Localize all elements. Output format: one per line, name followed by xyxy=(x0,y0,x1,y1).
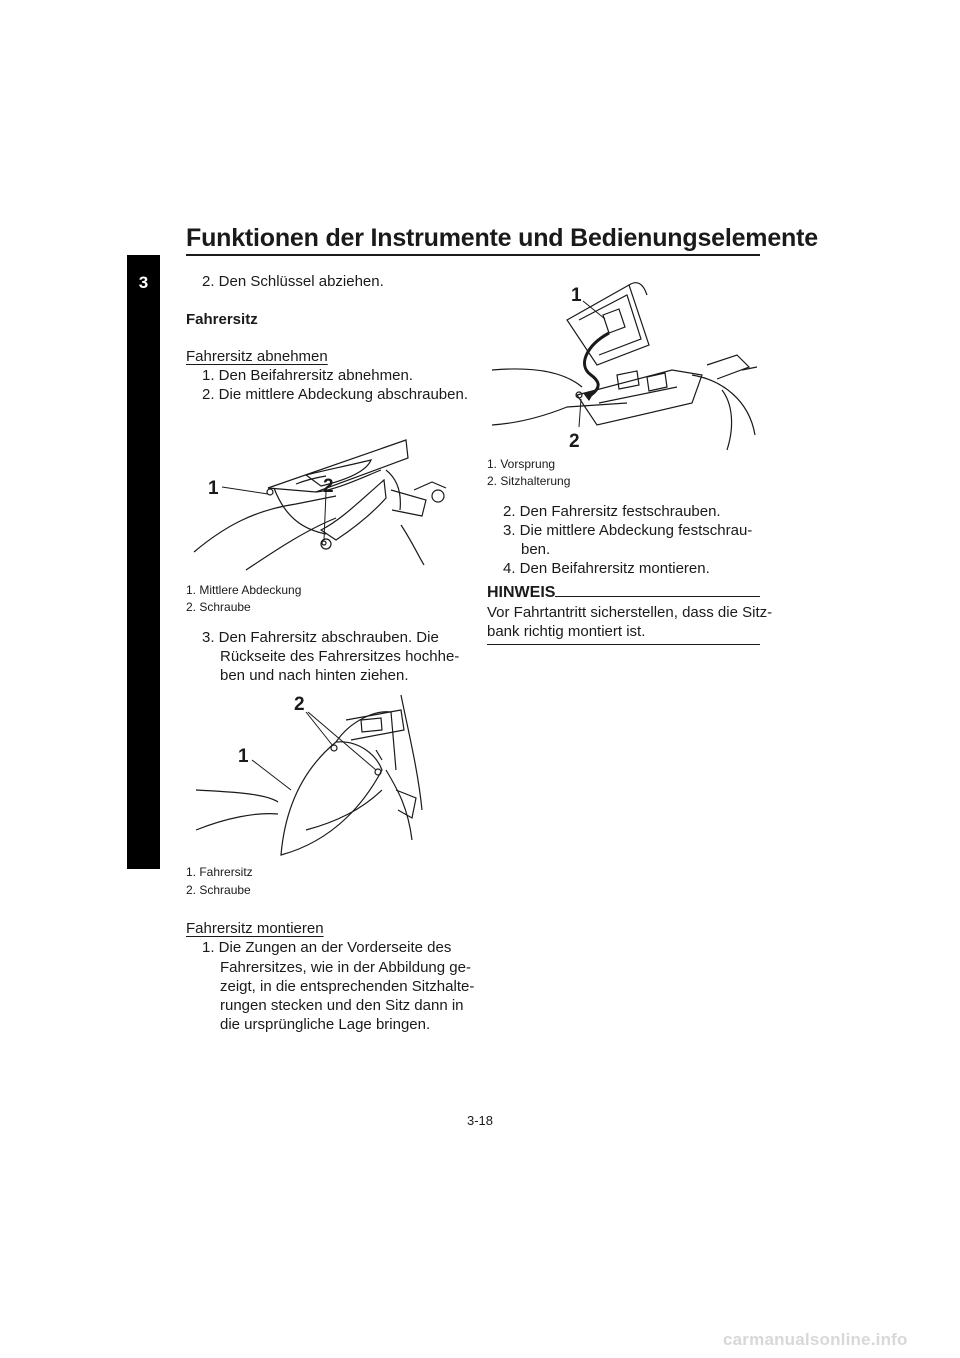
figure2-caption-1: 1. Fahrersitz xyxy=(186,865,253,879)
figure1-callout-1: 1 xyxy=(208,478,219,499)
install-step1-line-3: zeigt, in die entsprechenden Sitzhalte- xyxy=(220,978,475,995)
figure3-caption-1: 1. Vorsprung xyxy=(487,457,556,471)
hinweis-title: HINWEIS xyxy=(487,584,556,601)
section-heading-fahrersitz: Fahrersitz xyxy=(186,311,258,328)
hinweis-rule-top xyxy=(555,596,760,597)
chapter-number: 3 xyxy=(138,273,149,292)
figure1-caption-1: 1. Mittlere Abdeckung xyxy=(186,583,302,597)
hinweis-line-1: Vor Fahrtantritt sicherstellen, dass die Sitz- xyxy=(487,604,773,621)
install-step-2: 2. Den Fahrersitz festschrauben. xyxy=(503,503,721,520)
figure-seat-holder-illustration xyxy=(487,275,760,455)
install-step-4: 4. Den Beifahrersitz montieren. xyxy=(503,560,710,577)
figure-rider-seat xyxy=(186,690,426,862)
figure1-caption-2: 2. Schraube xyxy=(186,600,251,614)
page-number: 3-18 xyxy=(466,1113,494,1128)
install-step-3-line-2: ben. xyxy=(521,541,551,558)
subheading-install-seat: Fahrersitz montieren xyxy=(186,920,324,937)
figure2-callout-2: 2 xyxy=(294,694,305,715)
figure1-callout-2: 2 xyxy=(323,476,334,497)
remove-step-1: 1. Den Beifahrersitz abnehmen. xyxy=(202,367,413,384)
figure-rider-seat-illustration xyxy=(186,690,426,862)
figure3-caption-2: 2. Sitzhalterung xyxy=(487,474,571,488)
hinweis-rule-bottom xyxy=(487,644,760,645)
install-step1-line-1: 1. Die Zungen an der Vorderseite des xyxy=(202,939,452,956)
step3-line-1: 3. Den Fahrersitz abschrauben. Die xyxy=(202,629,439,646)
hinweis-line-2: bank richtig montiert ist. xyxy=(487,623,646,640)
figure2-caption-2: 2. Schraube xyxy=(186,883,251,897)
install-step-3-line-1: 3. Die mittlere Abdeckung festschrau- xyxy=(503,522,753,539)
footer-watermark: carmanualsonline.info xyxy=(723,1330,908,1349)
step3-line-2: Rückseite des Fahrersitzes hochhe- xyxy=(220,648,460,665)
figure3-callout-2: 2 xyxy=(569,431,580,452)
figure3-callout-1: 1 xyxy=(571,285,582,306)
figure-middle-cover-illustration xyxy=(186,430,466,580)
install-step1-line-2: Fahrersitzes, wie in der Abbildung ge- xyxy=(220,959,471,976)
chapter-tab xyxy=(127,255,160,869)
figure-seat-holder xyxy=(487,275,760,455)
figure2-callout-1: 1 xyxy=(238,746,249,767)
page-title: Funktionen der Instrumente und Bedienungselemente xyxy=(186,224,818,252)
header-rule xyxy=(186,254,760,256)
install-step1-line-5: die ursprüngliche Lage bringen. xyxy=(220,1016,431,1033)
subheading-remove-seat: Fahrersitz abnehmen xyxy=(186,348,328,365)
install-step1-line-4: rungen stecken und den Sitz dann in xyxy=(220,997,464,1014)
remove-step-2: 2. Die mittlere Abdeckung abschrauben. xyxy=(202,386,468,403)
figure-middle-cover xyxy=(186,430,466,580)
step3-line-3: ben und nach hinten ziehen. xyxy=(220,667,409,684)
step-remove-key: 2. Den Schlüssel abziehen. xyxy=(202,273,384,290)
